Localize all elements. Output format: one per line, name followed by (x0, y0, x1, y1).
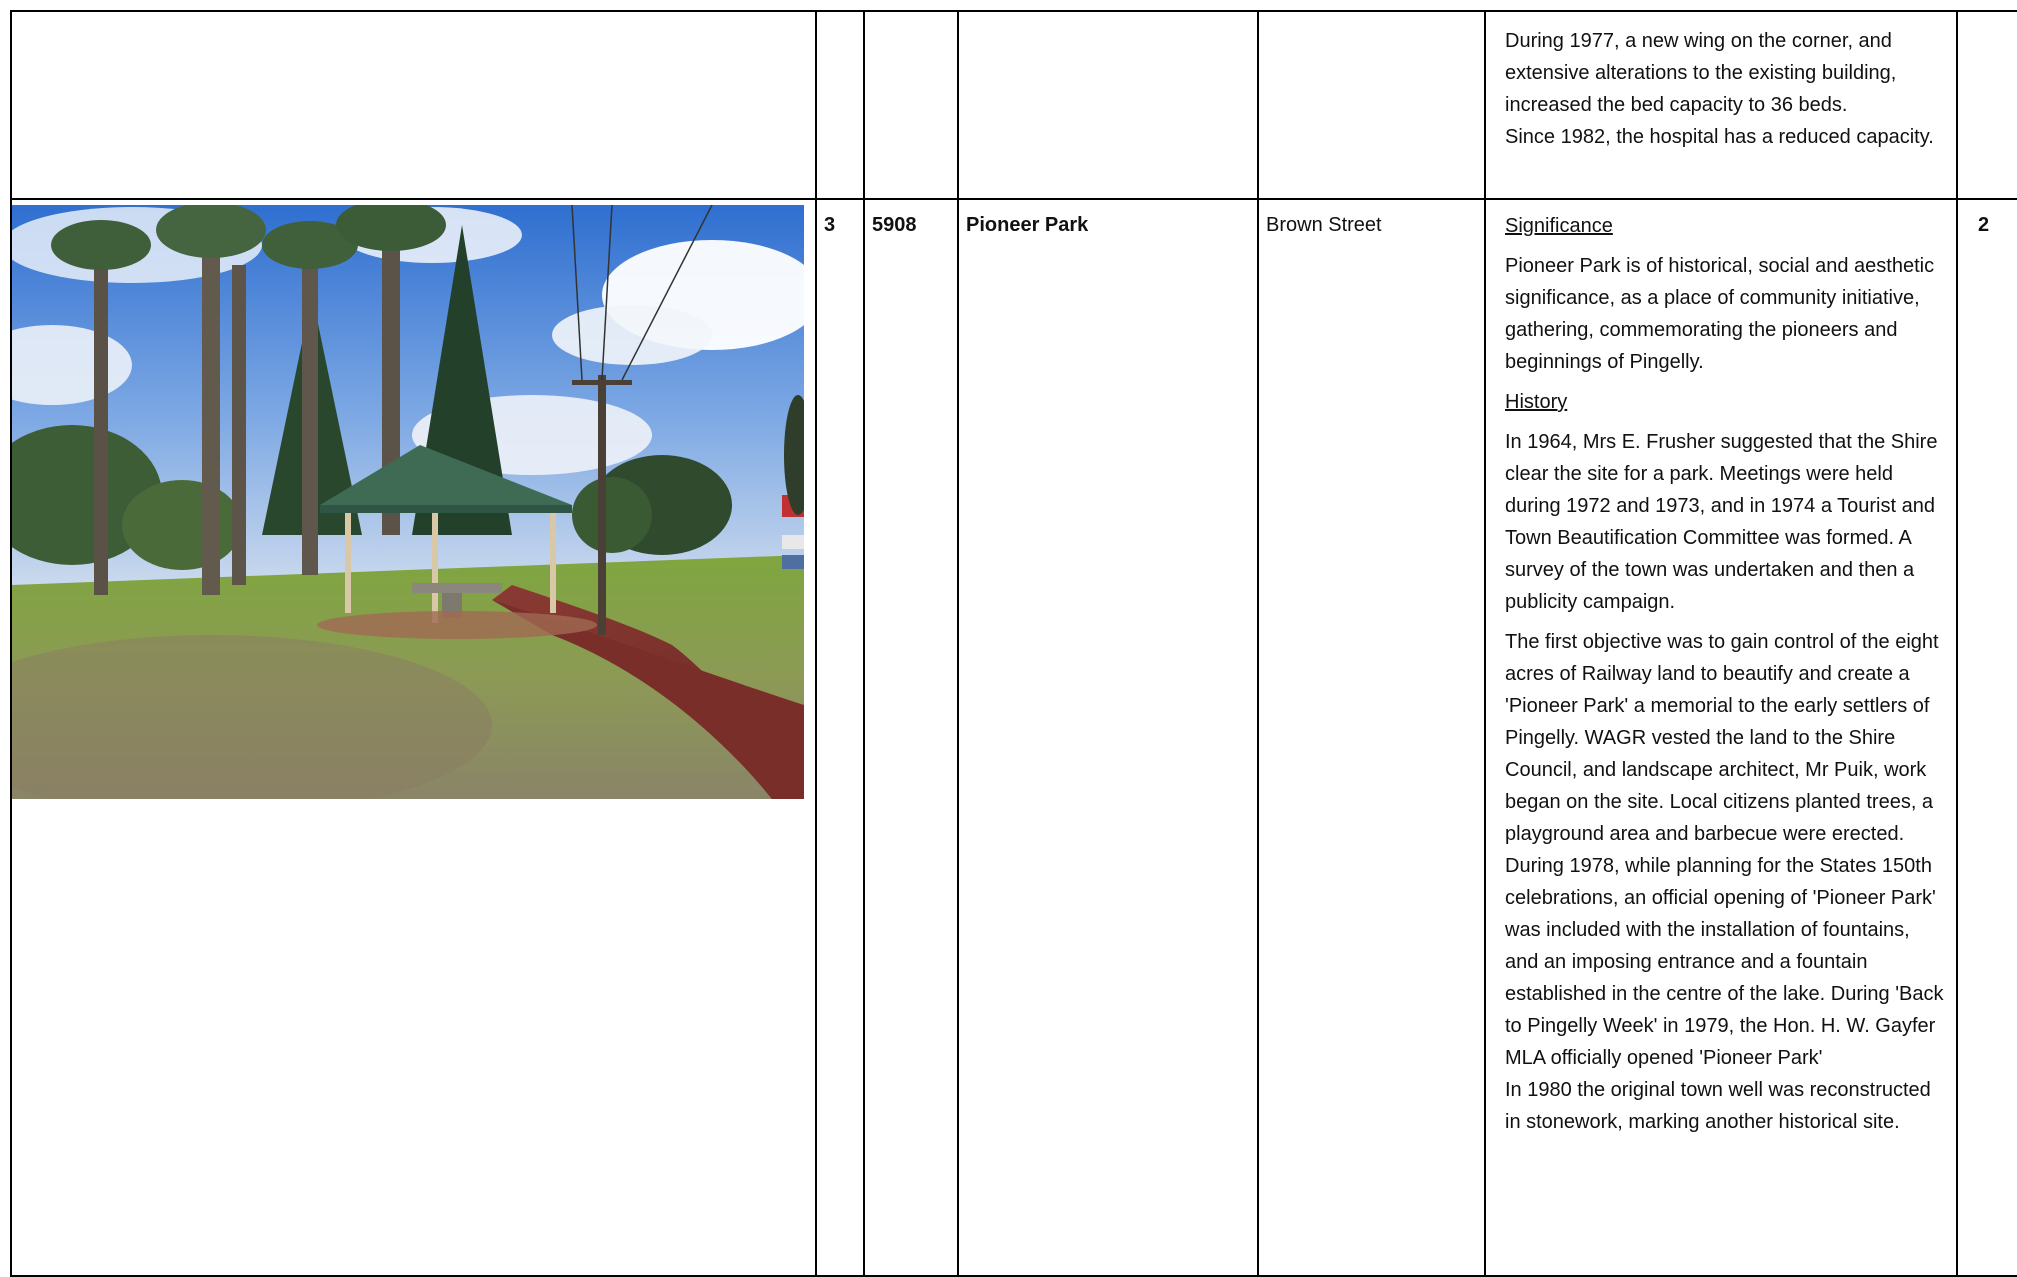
previous-description-line: During 1977, a new wing on the corner, and extensive alterations to the existing building, increased the bed capacity to 36 beds. (1505, 30, 1897, 116)
significance-text: Pioneer Park is of historical, social and aesthetic significance, as a place of community initiative, gathering, commemorating the pioneers and beginnings of Pingelly. (1505, 255, 1935, 373)
item-number: 3 (824, 214, 836, 236)
location: Brown Street (1266, 214, 1382, 236)
item-number-cell (816, 199, 864, 1276)
category-cell-empty (1957, 11, 2017, 199)
previous-description-line: Since 1982, the hospital has a reduced capacity. (1505, 126, 1934, 148)
heritage-table (10, 10, 2017, 1277)
table-row-pioneer-park (11, 199, 2017, 1276)
place-number-cell (864, 199, 958, 1276)
location-cell-empty (1258, 11, 1485, 199)
category-cell (1957, 199, 2017, 1276)
heritage-inventory-sheet (10, 10, 2017, 1273)
place-name: Pioneer Park (966, 214, 1089, 236)
history-paragraph: The first objective was to gain control of the eight acres of Railway land to beautify and create a 'Pioneer Park' a memorial to the early settlers of Pingelly. WAGR vested the land to the Shire Council, and landscape architect, Mr Puik, work began on the site. Local citizens planted trees, a playground area and barbecue were erected. (1505, 631, 1939, 845)
place-number-cell-empty (864, 11, 958, 199)
history-paragraph: In 1964, Mrs E. Frusher suggested that the Shire clear the site for a park. Meetings were held during 1972 and 1973, and in 1974 a Tourist and Town Beautification Committee was formed. A survey of the town was undertaken and then a publicity campaign. (1505, 431, 1938, 613)
photo-cell-empty (11, 11, 816, 199)
description-cell-previous (1485, 11, 1957, 199)
significance-heading: Significance (1505, 215, 1613, 237)
place-name-cell-empty (958, 11, 1258, 199)
item-number-cell-empty (816, 11, 864, 199)
location-cell (1258, 199, 1485, 1276)
category-number: 2 (1978, 214, 1990, 236)
place-name-cell (958, 199, 1258, 1276)
history-paragraph: During 1978, while planning for the States 150th celebrations, an official opening of 'Pioneer Park' was included with the installation of fountains, and an imposing entrance and a fountain established in the centre of the lake. During 'Back to Pingelly Week' in 1979, the Hon. H. W. Gayfer MLA officially opened 'Pioneer Park' (1505, 855, 1944, 1069)
table-row-previous (11, 11, 2017, 199)
photo-cell (11, 199, 816, 1276)
history-paragraph: In 1980 the original town well was reconstructed in stonework, marking another historical site. (1505, 1079, 1931, 1133)
description-cell (1485, 199, 1957, 1276)
pioneer-park-photo (12, 205, 804, 799)
place-number: 5908 (872, 214, 917, 236)
history-heading: History (1505, 391, 1568, 413)
